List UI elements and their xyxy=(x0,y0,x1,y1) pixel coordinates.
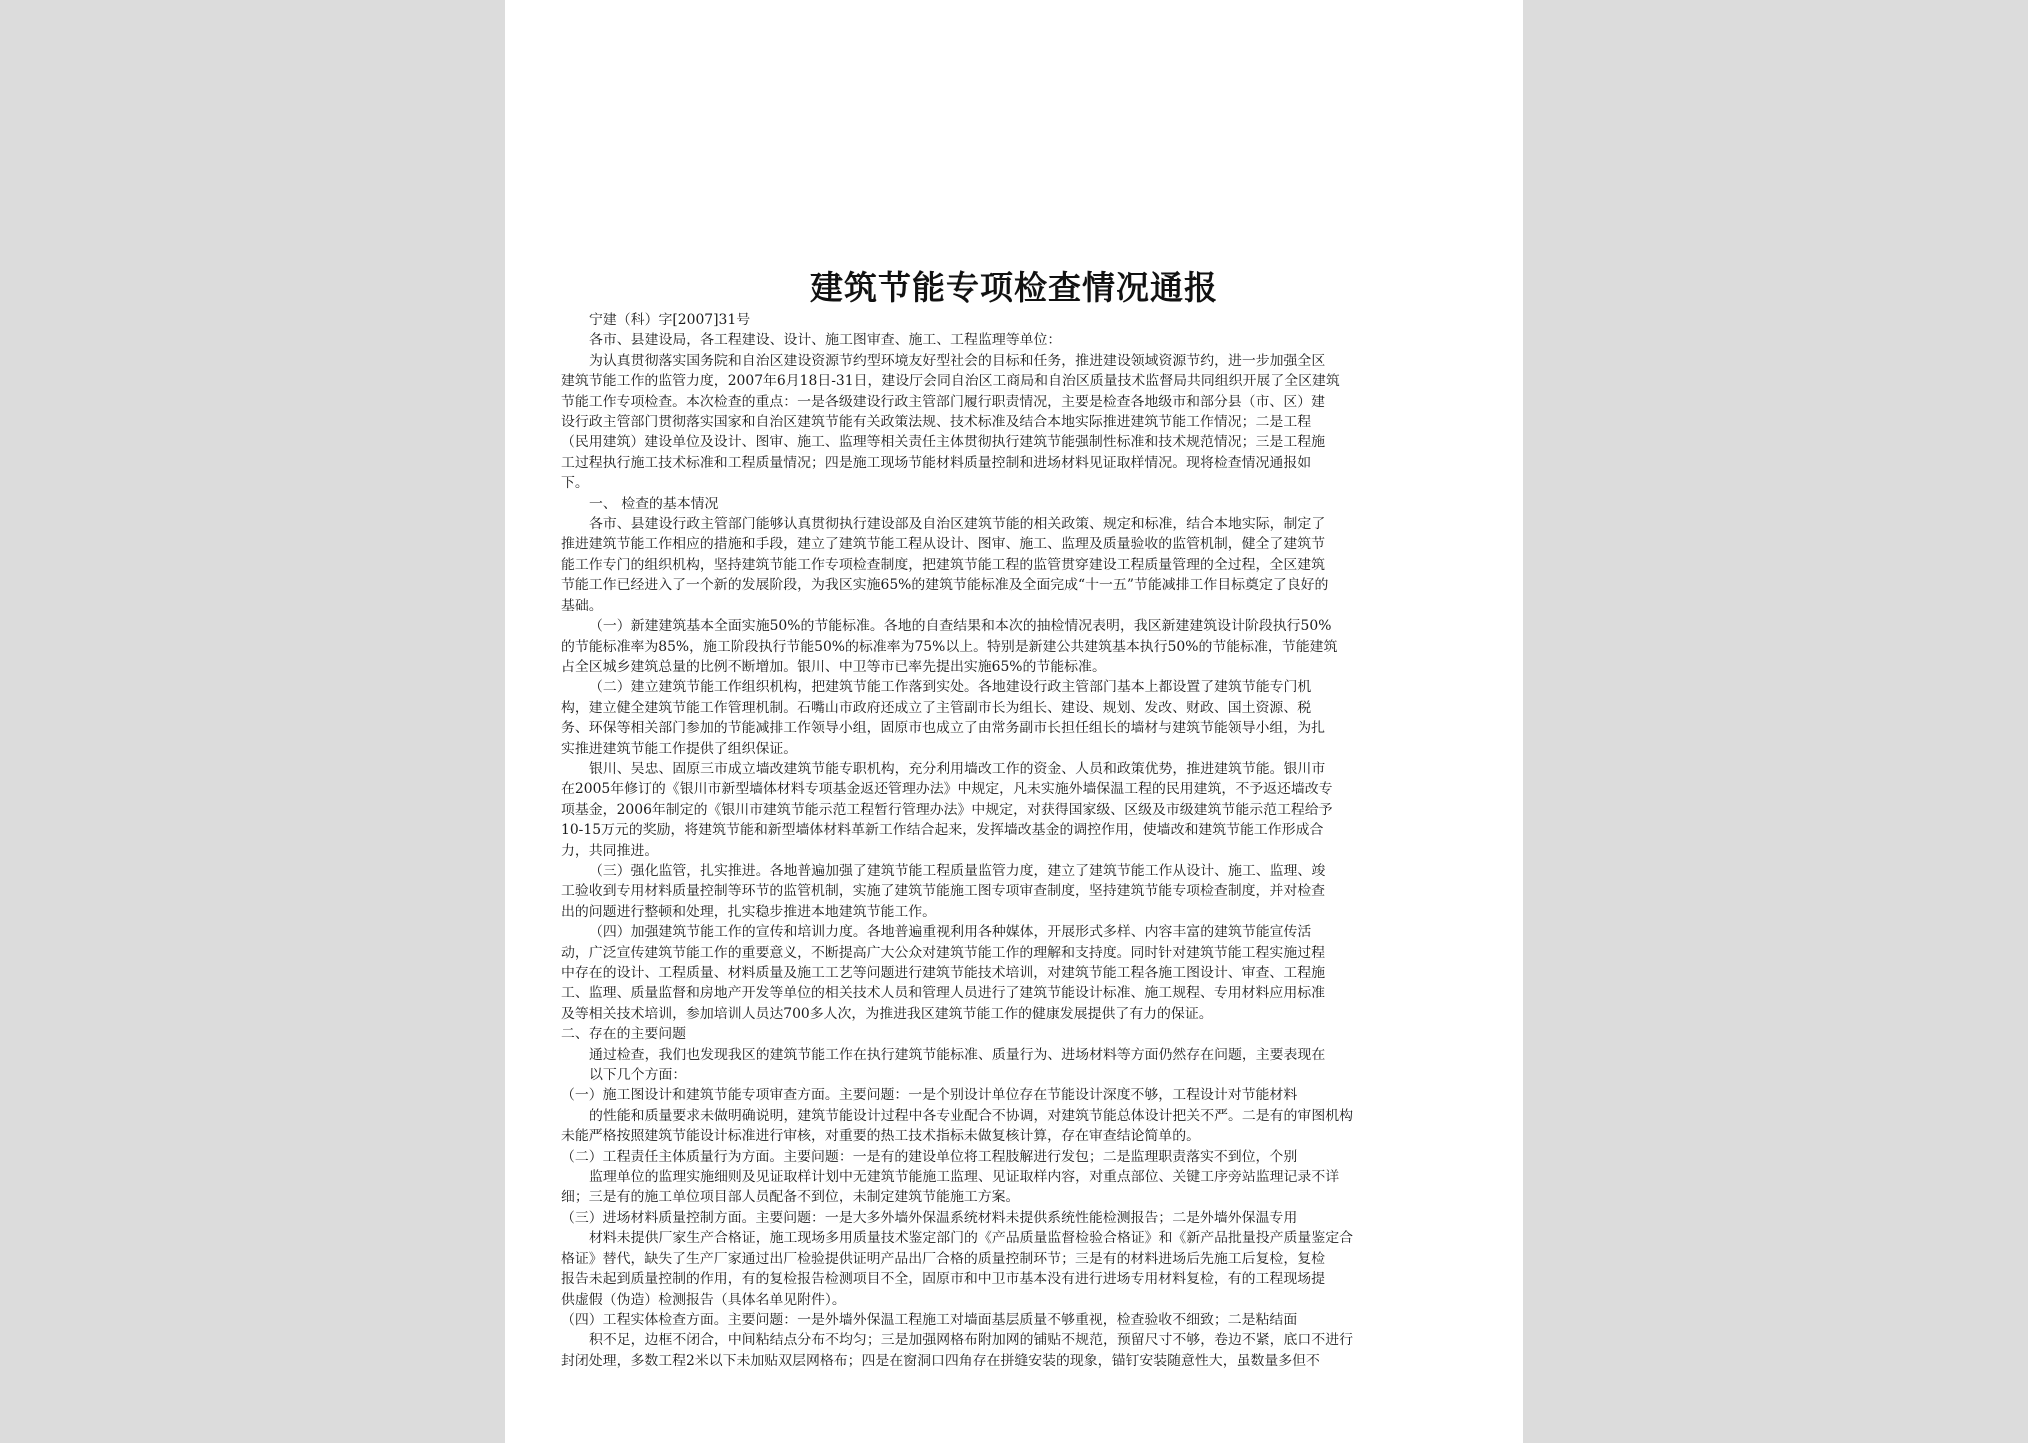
text-line: 的性能和质量要求未做明确说明，建筑节能设计过程中各专业配合不协调，对建筑节能总体设计把关不严。二是有的审图机构 xyxy=(589,1107,1353,1124)
text-line: 及等相关技术培训，参加培训人员达700多人次，为推进我区建筑节能工作的健康发展提供了有力的保证。 xyxy=(561,1005,1213,1022)
document-page xyxy=(505,0,1523,1443)
text-line: 中存在的设计、工程质量、材料质量及施工工艺等问题进行建筑节能技术培训，对建筑节能工程各施工图设计、审查、工程施 xyxy=(561,965,1325,981)
text-line: 设行政主管部门贯彻落实国家和自治区建筑节能有关政策法规、技术标准及结合本地实际推进建筑节能工作情况；二是工程 xyxy=(561,414,1312,431)
text-line: （四）工程实体检查方面。主要问题：一是外墙外保温工程施工对墙面基层质量不够重视，检查验收不细致；二是粘结面 xyxy=(561,1311,1298,1328)
document-title: 建筑节能专项检查情况通报 xyxy=(810,268,1218,307)
text-line: 基础。 xyxy=(561,597,603,614)
text-line: 的节能标准率为85%，施工阶段执行节能50%的标准率为75%以上。特别是新建公共建筑基本执行50%的节能标准，节能建筑 xyxy=(561,638,1338,655)
text-line: 节能工作已经进入了一个新的发展阶段，为我区实施65%的建筑节能标准及全面完成“十一五”节能减排工作目标奠定了良好的 xyxy=(561,577,1329,594)
text-line: 构，建立健全建筑节能工作管理机制。石嘴山市政府还成立了主管副市长为组长、建设、规划、发改、财政、国土资源、税 xyxy=(561,699,1312,716)
text-line: 材料未提供厂家生产合格证，施工现场多用质量技术鉴定部门的《产品质量监督检验合格证》和《新产品批量投产质量鉴定合 xyxy=(589,1230,1353,1247)
text-line: 各市、县建设局，各工程建设、设计、施工图审查、施工、工程监理等单位： xyxy=(589,332,1062,349)
text-line: 供虚假（伪造）检测报告（具体名单见附件）。 xyxy=(561,1291,846,1308)
text-line: （二）工程责任主体质量行为方面。主要问题：一是有的建设单位将工程肢解进行发包；二是监理职责落实不到位，个别 xyxy=(561,1148,1298,1165)
text-line: 细；三是有的施工单位项目部人员配备不到位，未制定建筑节能施工方案。 xyxy=(561,1189,1020,1206)
text-line: 格证》替代，缺失了生产厂家通过出厂检验提供证明产品出厂合格的质量控制环节；三是有的材料进场后先施工后复检，复检 xyxy=(561,1250,1325,1267)
text-line: （四）加强建筑节能工作的宣传和培训力度。各地普遍重视利用各种媒体，开展形式多样、内容丰富的建筑节能宣传活 xyxy=(589,924,1312,941)
text-line: （一）新建建筑基本全面实施50%的节能标准。各地的自查结果和本次的抽检情况表明，我区新建建筑设计阶段执行50% xyxy=(589,618,1332,635)
text-line: 实推进建筑节能工作提供了组织保证。 xyxy=(561,740,798,757)
text-line: 工、监理、质量监督和房地产开发等单位的相关技术人员和管理人员进行了建筑节能设计标准、施工规程、专用材料应用标准 xyxy=(561,985,1325,1002)
text-line: 建筑节能工作的监管力度，2007年6月18日-31日，建设厅会同自治区工商局和自治区质量技术监督局共同组织开展了全区建筑 xyxy=(561,373,1340,390)
text-line: 项基金，2006年制定的《银川市建筑节能示范工程暂行管理办法》中规定，对获得国家级、区级及市级建筑节能示范工程给予 xyxy=(561,801,1333,818)
text-line: 推进建筑节能工作相应的措施和手段，建立了建筑节能工程从设计、图审、施工、监理及质量验收的监管机制，健全了建筑节 xyxy=(561,536,1325,553)
text-line: 宁建（科）字[2007]31号 xyxy=(589,312,751,328)
text-line: 动，广泛宣传建筑节能工作的重要意义，不断提高广大公众对建筑节能工作的理解和支持度。同时针对建筑节能工程实施过程 xyxy=(561,944,1325,961)
text-line: （三）进场材料质量控制方面。主要问题：一是大多外墙外保温系统材料未提供系统性能检测报告；二是外墙外保温专用 xyxy=(561,1209,1298,1226)
text-line: 能工作专门的组织机构，坚持建筑节能工作专项检查制度，把建筑节能工程的监管贯穿建设工程质量管理的全过程，全区建筑 xyxy=(561,556,1325,573)
section-heading: 通过检查，我们也发现我区的建筑节能工作在执行建筑节能标准、质量行为、进场材料等方面仍然存在问题，主要表现在 xyxy=(589,1046,1326,1063)
text-line: 监理单位的监理实施细则及见证取样计划中无建筑节能施工监理、见证取样内容，对重点部位、关键工序旁站监理记录不详 xyxy=(589,1169,1340,1186)
section-heading: 一、 检查的基本情况 xyxy=(589,495,719,512)
text-line: （三）强化监管，扎实推进。各地普遍加强了建筑节能工程质量监管力度，建立了建筑节能工作从设计、施工、监理、竣 xyxy=(589,862,1326,879)
text-line: 节能工作专项检查。本次检查的重点：一是各级建设行政主管部门履行职责情况，主要是检查各地级市和部分县（市、区）建 xyxy=(561,393,1325,410)
text-line: 为认真贯彻落实国务院和自治区建设资源节约型环境友好型社会的目标和任务，推进建设领域资源节约，进一步加强全区 xyxy=(589,352,1326,369)
document-body xyxy=(561,310,1467,1371)
text-line: 出的问题进行整顿和处理，扎实稳步推进本地建筑节能工作。 xyxy=(561,903,937,920)
text-line: （一）施工图设计和建筑节能专项审查方面。主要问题：一是个别设计单位存在节能设计深度不够，工程设计对节能材料 xyxy=(561,1087,1298,1104)
text-line: 下。 xyxy=(561,475,589,492)
text-line: 10-15万元的奖励，将建筑节能和新型墙体材料革新工作结合起来，发挥墙改基金的调控作用，使墙改和建筑节能工作形成合 xyxy=(561,822,1324,839)
text-line: 以下几个方面： xyxy=(589,1067,687,1084)
text-line: 积不足，边框不闭合，中间粘结点分布不均匀；三是加强网格布附加网的铺贴不规范，预留尺寸不够，卷边不紧，底口不进行 xyxy=(589,1332,1353,1349)
text-line: 占全区城乡建筑总量的比例不断增加。银川、中卫等市已率先提出实施65%的节能标准。 xyxy=(561,658,1106,675)
text-line: 报告未起到质量控制的作用，有的复检报告检测项目不全，固原市和中卫市基本没有进行进场专用材料复检，有的工程现场提 xyxy=(561,1271,1325,1288)
text-line: 各市、县建设行政主管部门能够认真贯彻执行建设部及自治区建筑节能的相关政策、规定和标准，结合本地实际，制定了 xyxy=(589,516,1326,533)
text-line: 在2005年修订的《银川市新型墙体材料专项基金返还管理办法》中规定，凡未实施外墙保温工程的民用建筑，不予返还墙改专 xyxy=(561,781,1333,798)
text-line: （民用建筑）建设单位及设计、图审、施工、监理等相关责任主体贯彻执行建筑节能强制性标准和技术规范情况；三是工程施 xyxy=(561,434,1325,451)
text-line: 银川、吴忠、固原三市成立墙改建筑节能专职机构，充分利用墙改工作的资金、人员和政策优势，推进建筑节能。银川市 xyxy=(589,760,1326,777)
text-line: 未能严格按照建筑节能设计标准进行审核，对重要的热工技术指标未做复核计算，存在审查结论简单的。 xyxy=(561,1128,1200,1145)
text-line: 封闭处理，多数工程2米以下未加贴双层网格布；四是在窗洞口四角存在拼缝安装的现象，锚钉安装随意性大，虽数量多但不 xyxy=(561,1352,1320,1369)
text-line: 力，共同推进。 xyxy=(561,842,659,859)
text-line: 工过程执行施工技术标准和工程质量情况；四是施工现场节能材料质量控制和进场材料见证取样情况。现将检查情况通报如 xyxy=(561,454,1312,471)
text-line: 工验收到专用材料质量控制等环节的监管机制，实施了建筑节能施工图专项审查制度，坚持建筑节能专项检查制度，并对检查 xyxy=(561,883,1325,900)
text-line: （二）建立建筑节能工作组织机构，把建筑节能工作落到实处。各地建设行政主管部门基本上都设置了建筑节能专门机 xyxy=(589,679,1312,696)
text-line: 二、存在的主要问题 xyxy=(561,1026,687,1043)
text-line: 务、环保等相关部门参加的节能减排工作领导小组，固原市也成立了由常务副市长担任组长的墙材与建筑节能领导小组，为扎 xyxy=(561,720,1325,737)
